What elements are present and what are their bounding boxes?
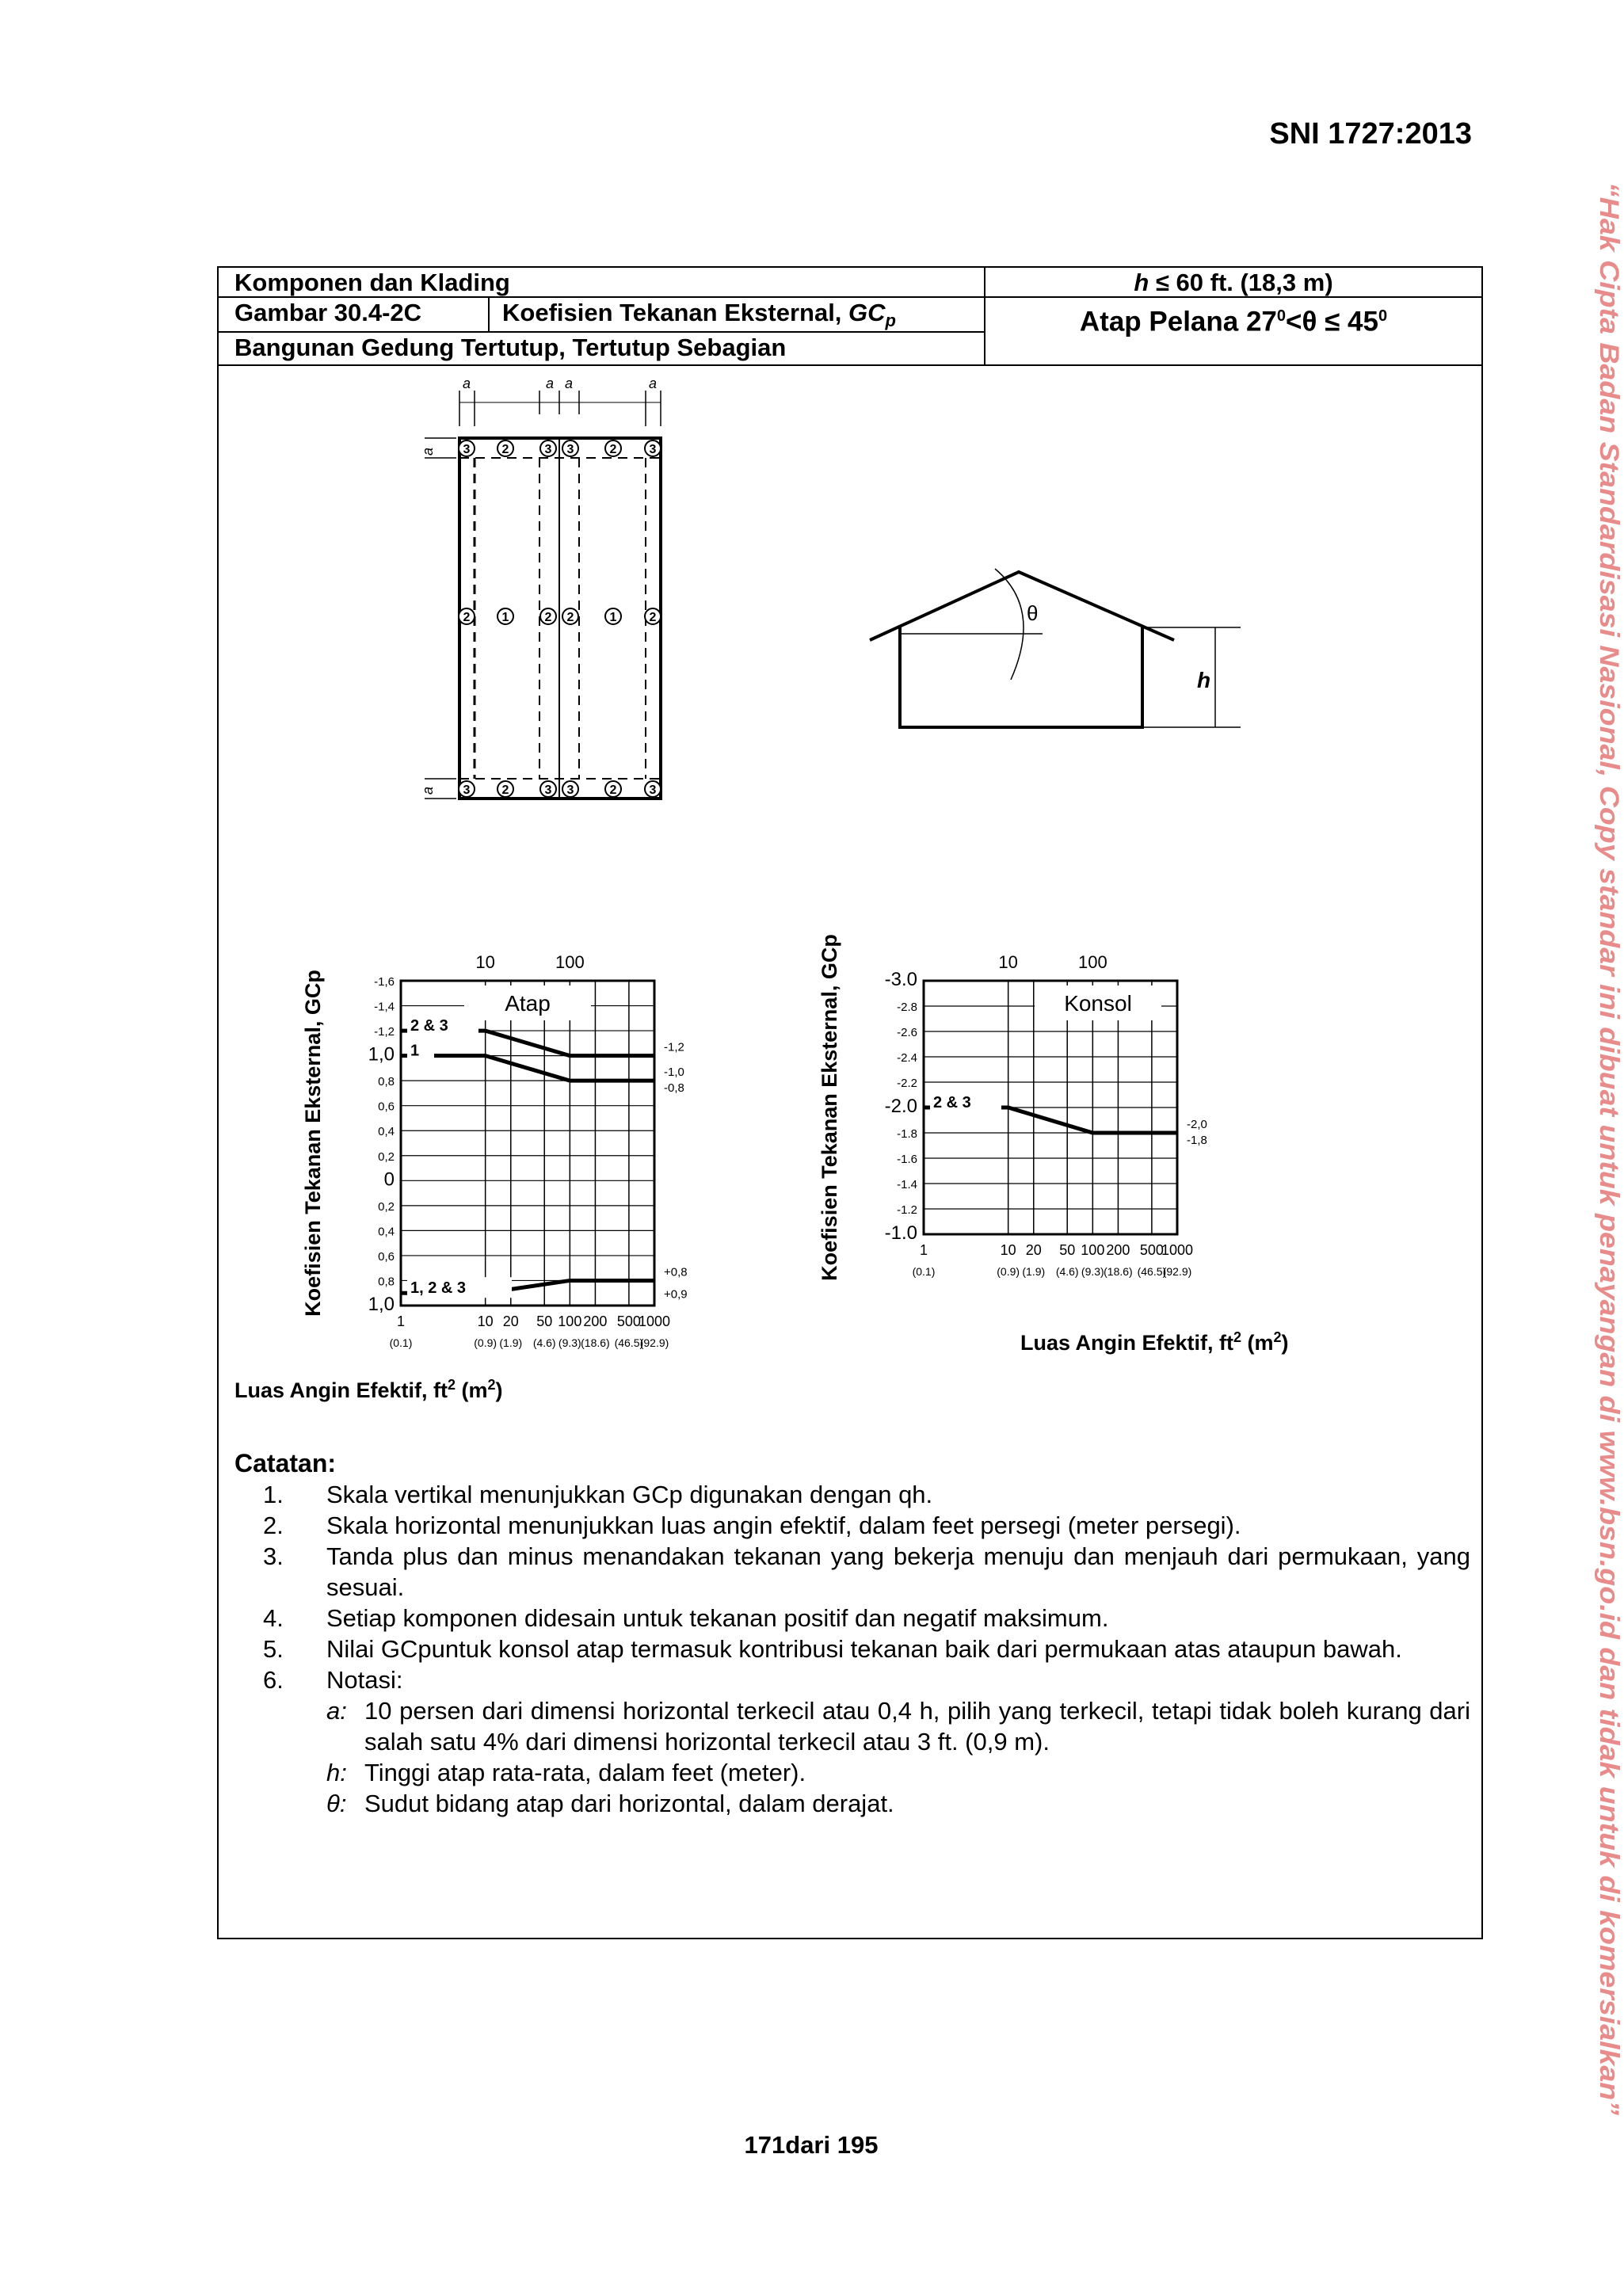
top-x-tick-label: 100 xyxy=(1077,952,1107,972)
dimension-label: a xyxy=(564,376,574,391)
y-tick-label: -1,4 xyxy=(374,1000,395,1014)
top-x-tick-label: 10 xyxy=(475,952,495,972)
roof-type: Atap Pelana $27^0<\theta \le 45^0$ xyxy=(1079,306,1388,337)
notation-text: 10 persen dari dimensi horizontal terkecil atau 0,4 h, pilih yang terkecil, tetapi tidak boleh kurang dari salah satu 4% dari dimensi horizontal terkecil atau 3 ft. (0,9 m). xyxy=(364,1697,1470,1756)
x-tick-label-metric: (4.6) xyxy=(1055,1265,1079,1278)
note-item xyxy=(234,1603,1470,1634)
series-label: 1 xyxy=(410,1042,420,1060)
chart-annotation: Konsol xyxy=(1064,991,1132,1016)
x-tick-label: 500 xyxy=(1139,1242,1164,1258)
y-tick-label: -1.6 xyxy=(897,1153,917,1166)
y-tick-label: 0,6 xyxy=(378,1100,395,1114)
x-caption-right: Luas Angin Efektif, $ft^2$ $(m^2)$ xyxy=(1020,1329,1289,1355)
x-caption-left: Luas Angin Efektif, $ft^2$ $(m^2)$ xyxy=(234,1377,503,1402)
figure-number: Gambar 30.4-2C xyxy=(234,299,422,326)
x-tick-label: 10 xyxy=(477,1313,494,1329)
dimension-label: a xyxy=(545,376,555,391)
zone-label: 2 xyxy=(501,783,509,797)
x-tick-label-metric: (0.1) xyxy=(389,1336,413,1349)
x-tick-label-metric: (46.5) xyxy=(1137,1265,1167,1278)
figure-title: Koefisien Tekanan Eksternal, $GC_p$ xyxy=(502,299,896,331)
zone-label: 2 xyxy=(544,611,552,624)
dimension-label: a xyxy=(648,376,658,391)
series-label: 2 & 3 xyxy=(933,1094,971,1111)
x-tick-label-metric: (18.6) xyxy=(581,1336,610,1349)
y-axis-label: Koefisien Tekanan Eksternal, GCp xyxy=(301,970,325,1317)
zone-label: 2 xyxy=(609,783,617,797)
y-tick-label: -2.8 xyxy=(897,1001,917,1014)
x-tick-label: 1000 xyxy=(638,1313,671,1329)
zone-label: 3 xyxy=(544,783,552,797)
note-text: Skala horizontal menunjukkan luas angin efektif, dalam feet persegi (meter persegi). xyxy=(326,1512,1241,1539)
x-tick-label-metric: (0.1) xyxy=(912,1265,936,1278)
zone-label: 3 xyxy=(544,443,552,456)
zone-label: 3 xyxy=(566,783,574,797)
standard-code: SNI 1727:2013 xyxy=(1269,117,1472,151)
table-divider xyxy=(488,296,490,331)
top-x-tick-label: 100 xyxy=(555,952,585,972)
y-tick-label: -2.4 xyxy=(897,1051,917,1065)
note-number: 3. xyxy=(263,1542,284,1570)
chart-annotation: Atap xyxy=(505,991,551,1016)
zone-label: 2 xyxy=(609,443,617,456)
watermark-text: “Hak Cipta Badan Standardisasi Nasional, Copy standar ini dibuat untuk penayangan di www.bsn.go.id dan tidak untuk di komersialkan” xyxy=(1594,182,1624,1933)
note-number: 2. xyxy=(263,1512,284,1539)
height-label: h xyxy=(1197,668,1211,692)
y-tick-label: 0 xyxy=(383,1168,395,1191)
y-tick-label: 0,8 xyxy=(378,1275,395,1289)
note-item xyxy=(234,1634,1470,1664)
y-tick-label: -1,6 xyxy=(374,975,395,989)
notation-symbol: a: xyxy=(326,1697,347,1725)
x-tick-label-metric: (9.3) xyxy=(558,1336,581,1349)
y-tick-label: 1,0 xyxy=(368,1294,395,1315)
x-tick-label-metric: (1.9) xyxy=(1022,1265,1046,1278)
series-label: 2 & 3 xyxy=(410,1017,448,1035)
note-item xyxy=(234,1479,1470,1510)
x-tick-label-metric: (9.3) xyxy=(1081,1265,1104,1278)
series-end-label: -2,0 xyxy=(1187,1118,1207,1131)
x-tick-label: 200 xyxy=(583,1313,608,1329)
zone-label: 3 xyxy=(463,443,471,456)
notation-item xyxy=(234,1788,1470,1819)
notation-symbol: θ: xyxy=(326,1790,347,1817)
angle-label: θ xyxy=(1027,601,1039,625)
zone-label: 3 xyxy=(566,443,574,456)
series-label: 1, 2 & 3 xyxy=(410,1279,467,1298)
table-category: Komponen dan Klading xyxy=(234,269,510,296)
zone-label: 1 xyxy=(501,611,509,624)
series-end-label: -1,0 xyxy=(664,1066,684,1080)
y-tick-label: -3.0 xyxy=(884,969,917,990)
note-text: Notasi: xyxy=(326,1666,403,1694)
dimension-label: a xyxy=(420,786,436,795)
y-tick-label: 0,2 xyxy=(378,1149,395,1164)
x-tick-label-metric: (92.9) xyxy=(1162,1265,1192,1278)
notation-symbol: h: xyxy=(326,1759,347,1786)
x-tick-label: 50 xyxy=(1059,1242,1076,1258)
notes xyxy=(234,1448,1470,1819)
y-tick-label: 1,0 xyxy=(368,1043,395,1066)
x-tick-label: 500 xyxy=(616,1313,641,1329)
y-tick-label: -1.4 xyxy=(897,1178,917,1191)
copyright-watermark xyxy=(1592,182,1624,2115)
x-tick-label: 10 xyxy=(1000,1242,1016,1258)
zone-label: 3 xyxy=(649,443,657,456)
table-divider xyxy=(219,364,1483,366)
y-tick-label: -2.6 xyxy=(897,1026,917,1039)
note-text: Setiap komponen didesain untuk tekanan positif dan negatif maksimum. xyxy=(326,1604,1109,1632)
overhang-gcp-chart xyxy=(818,878,1264,1369)
x-tick-label-metric: (18.6) xyxy=(1104,1265,1133,1278)
height-limit: h ≤ 60 ft. (18,3 m) xyxy=(1134,269,1333,296)
top-x-tick-label: 10 xyxy=(998,952,1018,972)
series-end-label: -1,2 xyxy=(664,1040,684,1054)
series-end-label: -0,8 xyxy=(664,1081,684,1096)
series-end-label: +0,9 xyxy=(664,1287,688,1302)
building-type: Bangunan Gedung Tertutup, Tertutup Sebagian xyxy=(234,334,787,361)
y-tick-label: -1.0 xyxy=(884,1222,917,1244)
x-tick-label-metric: (0.9) xyxy=(474,1336,497,1349)
figure-frame xyxy=(217,266,1483,1939)
gable-section-diagram xyxy=(860,537,1272,775)
note-text: Tanda plus dan minus menandakan tekanan yang bekerja menuju dan menjauh dari permukaan, yang sesuai. xyxy=(326,1542,1470,1601)
y-tick-label: 0,2 xyxy=(378,1199,395,1214)
x-tick-label-metric: (0.9) xyxy=(997,1265,1020,1278)
notation-text: Tinggi atap rata-rata, dalam feet (meter). xyxy=(364,1759,806,1786)
y-tick-label: -1.8 xyxy=(897,1127,917,1141)
dimension-label: a xyxy=(420,447,436,456)
x-tick-label: 100 xyxy=(558,1313,582,1329)
x-tick-label-metric: (1.9) xyxy=(499,1336,523,1349)
note-number: 1. xyxy=(263,1481,284,1508)
note-item xyxy=(234,1510,1470,1541)
notation-item xyxy=(234,1757,1470,1788)
y-axis-label: Koefisien Tekanan Eksternal, GCp xyxy=(818,934,841,1281)
dimension-label: a xyxy=(462,376,471,391)
y-tick-label: 0,4 xyxy=(378,1225,395,1239)
x-tick-label: 20 xyxy=(1025,1242,1042,1258)
note-text: Skala vertikal menunjukkan GCp digunakan dengan qh. xyxy=(326,1481,933,1508)
zone-label: 1 xyxy=(609,611,617,624)
notation-text: Sudut bidang atap dari horizontal, dalam derajat. xyxy=(364,1790,894,1817)
x-tick-label-metric: (92.9) xyxy=(639,1336,669,1349)
y-tick-label: -2.2 xyxy=(897,1077,917,1090)
x-tick-label: 200 xyxy=(1106,1242,1130,1258)
zone-label: 2 xyxy=(501,443,509,456)
x-tick-label-metric: (4.6) xyxy=(532,1336,556,1349)
y-tick-label: -2.0 xyxy=(884,1096,917,1117)
series-line xyxy=(401,1056,654,1081)
notation-item xyxy=(234,1695,1470,1757)
note-text: Nilai GCpuntuk konsol atap termasuk kontribusi tekanan baik dari permukaan atas ataupun bawah. xyxy=(326,1635,1402,1663)
page-number: 171dari 195 xyxy=(744,2131,879,2159)
x-tick-label: 50 xyxy=(536,1313,553,1329)
y-tick-label: -1,2 xyxy=(374,1025,395,1039)
zone-label: 2 xyxy=(566,611,574,624)
series-end-label: +0,8 xyxy=(664,1265,688,1279)
zone-label: 2 xyxy=(649,611,657,624)
y-tick-label: 0,4 xyxy=(378,1125,395,1139)
note-number: 6. xyxy=(263,1666,284,1694)
zone-label: 3 xyxy=(463,783,471,797)
note-item xyxy=(234,1664,1470,1695)
x-tick-label: 1000 xyxy=(1161,1242,1194,1258)
zone-label: 3 xyxy=(649,783,657,797)
notes-title: Catatan: xyxy=(234,1449,337,1477)
x-tick-label: 1 xyxy=(919,1242,928,1258)
roof-gcp-chart xyxy=(290,902,734,1409)
y-tick-label: 0,8 xyxy=(378,1075,395,1089)
x-tick-label: 1 xyxy=(396,1313,406,1329)
x-tick-label: 20 xyxy=(502,1313,519,1329)
series-end-label: -1,8 xyxy=(1187,1134,1207,1147)
x-tick-label: 100 xyxy=(1081,1242,1105,1258)
note-number: 4. xyxy=(263,1604,284,1632)
zone-label: 2 xyxy=(463,611,471,624)
note-item xyxy=(234,1541,1470,1603)
y-tick-label: -1.2 xyxy=(897,1203,917,1217)
x-tick-label-metric: (46.5) xyxy=(614,1336,644,1349)
note-number: 5. xyxy=(263,1635,284,1663)
y-tick-label: 0,6 xyxy=(378,1249,395,1264)
